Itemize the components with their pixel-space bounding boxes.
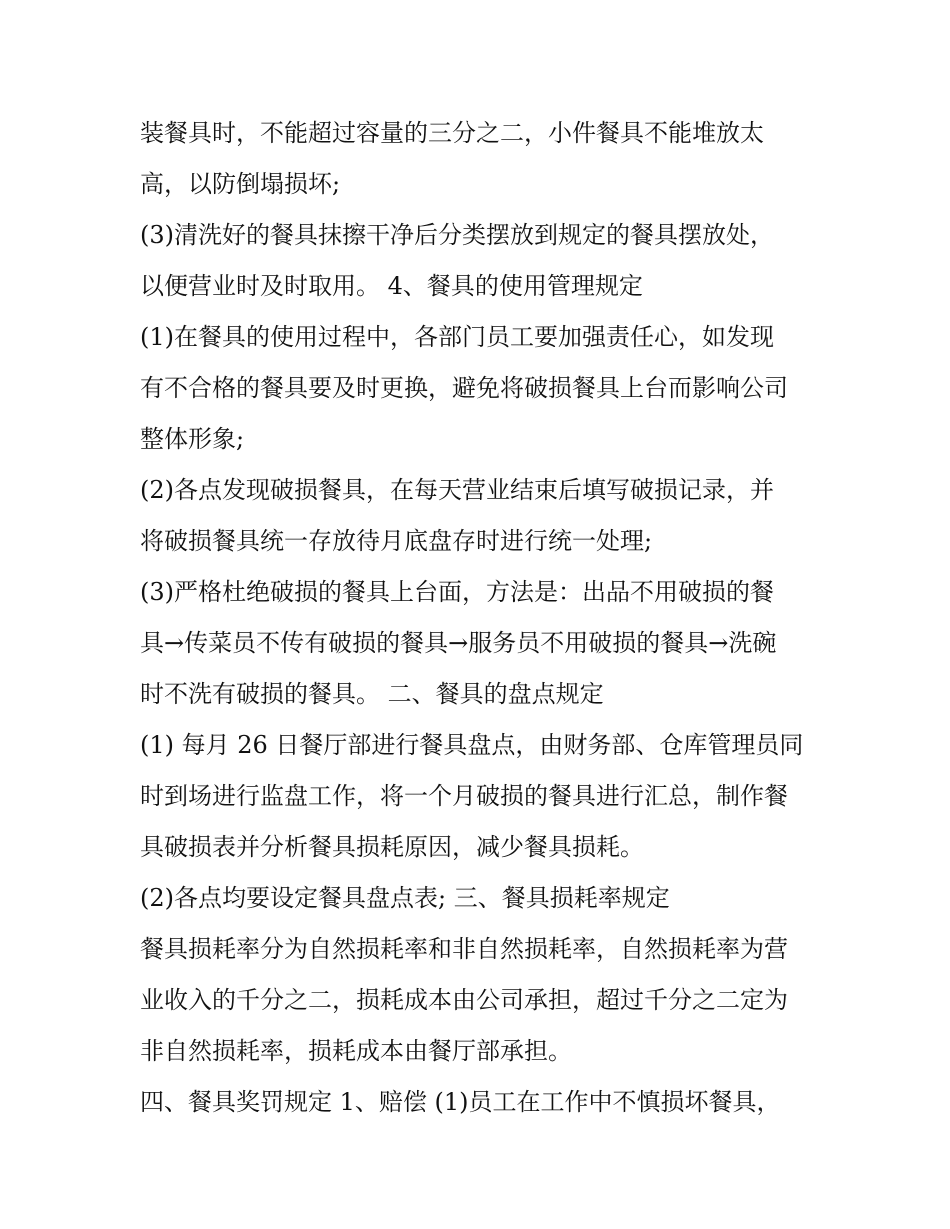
text-line: 高，以防倒塌损坏;: [140, 170, 341, 198]
text-line: (2)各点发现破损餐具，在每天营业结束后填写破损记录，并: [140, 476, 774, 504]
text-line: 业收入的千分之二，损耗成本由公司承担，超过千分之二定为: [140, 986, 788, 1014]
text-line: 时不洗有破损的餐具。 二、餐具的盘点规定: [140, 680, 604, 708]
text-line: (1) 每月 26 日餐厅部进行餐具盘点，由财务部、仓库管理员同: [140, 731, 804, 759]
text-line: 装餐具时，不能超过容量的三分之二，小件餐具不能堆放太: [140, 119, 764, 147]
text-line: (1)在餐具的使用过程中，各部门员工要加强责任心，如发现: [140, 323, 774, 351]
text-line: 非自然损耗率，损耗成本由餐厅部承担。: [140, 1037, 572, 1065]
text-line: (2)各点均要设定餐具盘点表; 三、餐具损耗率规定: [140, 884, 670, 912]
text-line: 以便营业时及时取用。 4、餐具的使用管理规定: [140, 272, 643, 300]
text-line: 餐具损耗率分为自然损耗率和非自然损耗率，自然损耗率为营: [140, 935, 788, 963]
text-line: 具破损表并分析餐具损耗原因，减少餐具损耗。: [140, 833, 644, 861]
text-line: 整体形象;: [140, 425, 245, 453]
text-line: (3)清洗好的餐具抹擦干净后分类摆放到规定的餐具摆放处，: [140, 221, 774, 249]
text-line: (3)严格杜绝破损的餐具上台面，方法是：出品不用破损的餐: [140, 578, 774, 606]
text-line: 有不合格的餐具要及时更换，避免将破损餐具上台而影响公司: [140, 374, 788, 402]
text-line: 四、餐具奖罚规定 1、赔偿 (1)员工在工作中不慎损坏餐具，: [140, 1088, 781, 1116]
text-line: 将破损餐具统一存放待月底盘存时进行统一处理;: [140, 527, 653, 555]
document-text-body: [140, 108, 820, 1128]
text-line: 时到场进行监盘工作，将一个月破损的餐具进行汇总，制作餐: [140, 782, 788, 810]
text-line: 具→传菜员不传有破损的餐具→服务员不用破损的餐具→洗碗: [140, 629, 777, 657]
